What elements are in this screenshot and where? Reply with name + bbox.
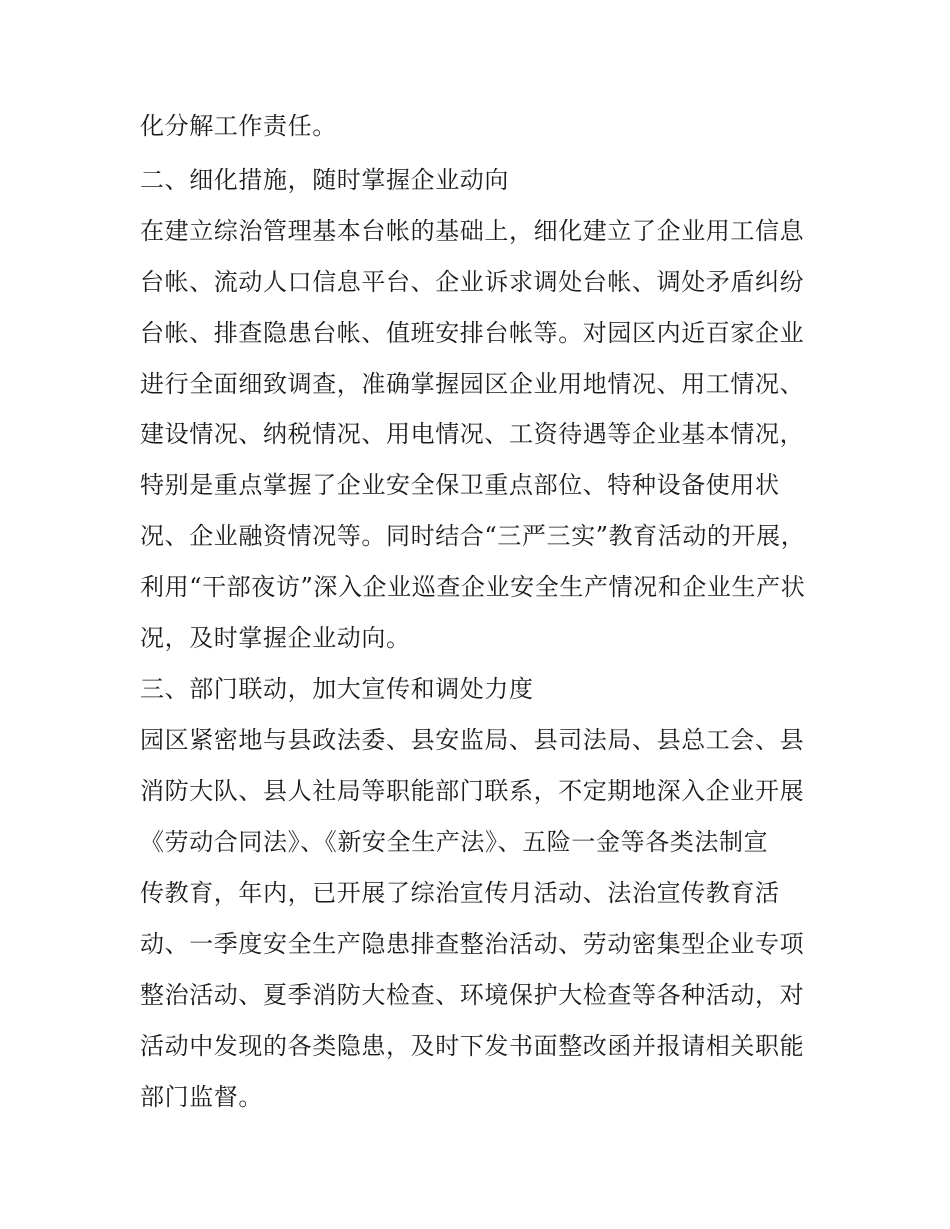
text-line: 活动中发现的各类隐患，及时下发书面整改函并报请相关职能 <box>140 1032 805 1060</box>
section-heading: 二、细化措施，随时掌握企业动向 <box>140 166 509 194</box>
text-line: 建设情况、纳税情况、用电情况、工资待遇等企业基本情况， <box>140 420 805 448</box>
text-line: 况，及时掌握企业动向。 <box>140 624 411 652</box>
text-line: 化分解工作责任。 <box>140 112 337 140</box>
text-line: 部门监督。 <box>140 1083 263 1111</box>
text-line: 园区紧密地与县政法委、县安监局、县司法局、县总工会、县 <box>140 726 805 754</box>
text-line: 在建立综治管理基本台帐的基础上，细化建立了企业用工信息 <box>140 217 805 245</box>
text-line: 动、一季度安全生产隐患排查整治活动、劳动密集型企业专项 <box>140 930 805 958</box>
text-line: 台帐、流动人口信息平台、企业诉求调处台帐、调处矛盾纠纷 <box>140 268 805 296</box>
text-line: 况、企业融资情况等。同时结合“三严三实”教育活动的开展， <box>140 522 806 550</box>
text-line: 消防大队、县人社局等职能部门联系，不定期地深入企业开展 <box>140 777 805 805</box>
text-line: 传教育，年内，已开展了综治宣传月活动、法治宣传教育活 <box>140 879 780 907</box>
text-line: 《劳动合同法》、《新安全生产法》、五险一金等各类法制宣 <box>140 828 769 856</box>
text-line: 台帐、排查隐患台帐、值班安排台帐等。对园区内近百家企业 <box>140 319 805 347</box>
text-line: 利用“干部夜访”深入企业巡查企业安全生产情况和企业生产状 <box>140 573 806 601</box>
text-line: 进行全面细致调查，准确掌握园区企业用地情况、用工情况、 <box>140 370 805 398</box>
section-heading: 三、部门联动，加大宣传和调处力度 <box>140 675 534 703</box>
text-line: 整治活动、夏季消防大检查、环境保护大检查等各种活动，对 <box>140 981 805 1009</box>
text-line: 特别是重点掌握了企业安全保卫重点部位、特种设备使用状 <box>140 471 780 499</box>
